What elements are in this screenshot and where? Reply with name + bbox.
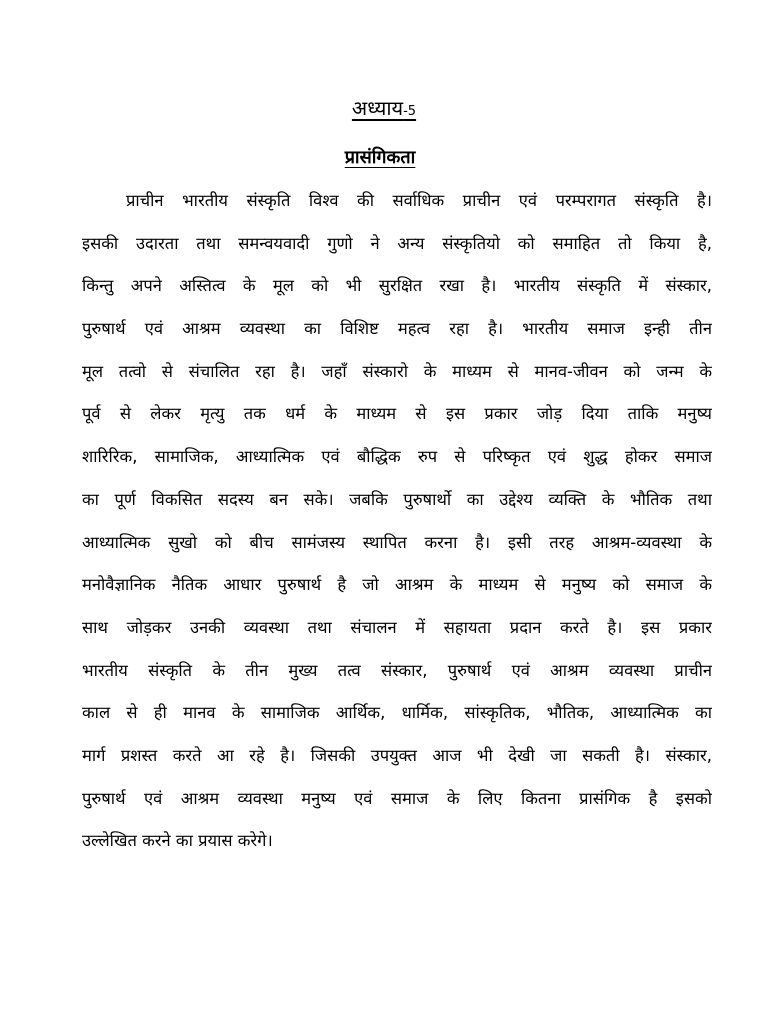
- chapter-number: -5: [403, 104, 417, 119]
- paragraph-line: काल से ही मानव के सामाजिक आर्थिक, धार्मिक, सांस्कृतिक, भौतिक, आध्यात्मिक का: [82, 703, 712, 723]
- paragraph-line: पुरुषार्थ एवं आश्रम व्यवस्था मनुष्य एवं समाज के लिए कितना प्रासंगिक है इसको: [82, 788, 712, 808]
- paragraph-line: आध्यात्मिक सुखो को बीच सामंजस्य स्थापित करना है। इसी तरह आश्रम-व्यवस्था के: [82, 532, 712, 552]
- paragraph-line: पूर्व से लेकर मृत्यु तक धर्म के माध्यम से इस प्रकार जोड़ दिया ताकि मनुष्य: [82, 404, 712, 424]
- paragraph-line: मनोवैज्ञानिक नैतिक आधार पुरुषार्थ है जो आश्रम के माध्यम से मनुष्य को समाज के: [82, 575, 712, 595]
- chapter-title: अध्याय: [351, 96, 404, 120]
- paragraph-line: उल्लेखित करने का प्रयास करेगे।: [82, 831, 273, 851]
- section-title: प्रासंगिकता: [344, 147, 416, 168]
- paragraph-line: पुरुषार्थ एवं आश्रम व्यवस्था का विशिष्ट महत्व रहा है। भारतीय समाज इन्ही तीन: [82, 319, 712, 339]
- paragraph-line: मूल तत्वो से संचालित रहा है। जहाँ संस्कारो के माध्यम से मानव-जीवन को जन्म के: [82, 361, 712, 381]
- paragraph-line: का पूर्ण विकसित सदस्य बन सके। जबकि पुरुषार्थो का उद्देश्य व्यक्ति के भौतिक तथा: [82, 489, 712, 509]
- chapter-heading: [0, 94, 768, 126]
- paragraph-line: भारतीय संस्कृति के तीन मुख्य तत्व संस्कार, पुरुषार्थ एवं आश्रम व्यवस्था प्राचीन: [82, 660, 712, 680]
- body-paragraph: [82, 187, 712, 870]
- paragraph-line: मार्ग प्रशस्त करते आ रहे है। जिसकी उपयुक्त आज भी देखी जा सकती है। संस्कार,: [82, 745, 712, 765]
- paragraph-line: शारिरिक, सामाजिक, आध्यात्मिक एवं बौद्धिक रुप से परिष्कृत एवं शुद्ध होकर समाज: [82, 447, 712, 467]
- paragraph-line: प्राचीन भारतीय संस्कृति विश्व की सर्वाधिक प्राचीन एवं परम्परागत संस्कृति है।: [126, 191, 712, 210]
- section-heading: [0, 145, 768, 171]
- paragraph-line: इसकी उदारता तथा समन्वयवादी गुणो ने अन्य संस्कृतियो को समाहित तो किया है,: [82, 233, 712, 253]
- paragraph-line: किन्तु अपने अस्तित्व के मूल को भी सुरक्षित रखा है। भारतीय संस्कृति में संस्कार,: [82, 276, 712, 296]
- paragraph-line: साथ जोड़कर उनकी व्यवस्था तथा संचालन में सहायता प्रदान करते है। इस प्रकार: [82, 617, 712, 637]
